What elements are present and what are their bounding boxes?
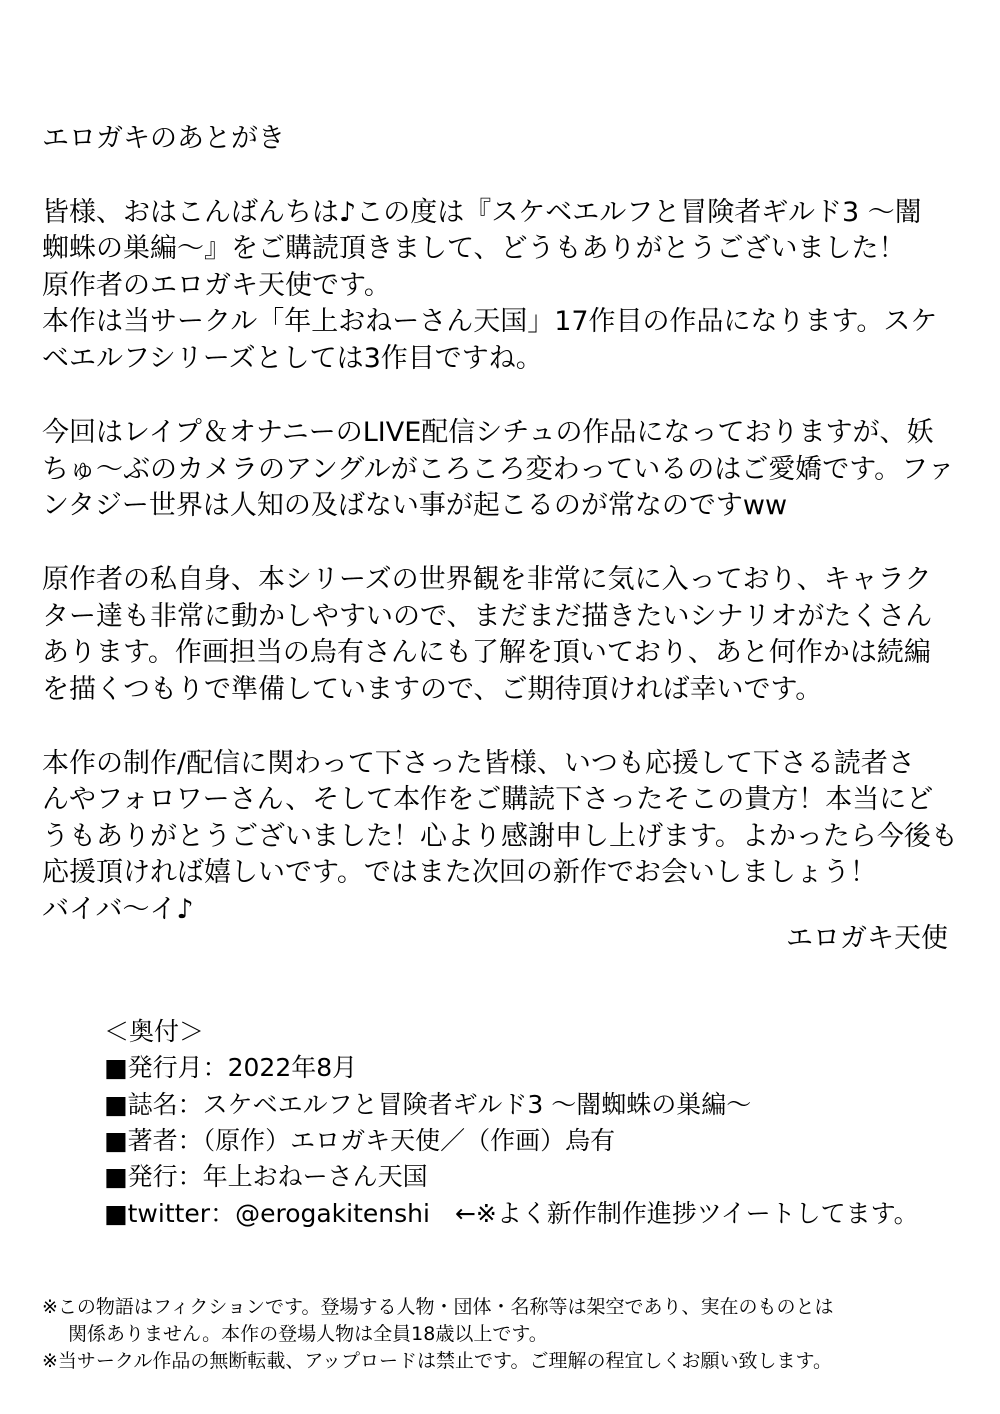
signature: エロガキ天使 [786, 923, 948, 954]
colophon-row: ■著者：（原作）エロガキ天使／（作画）烏有 [104, 1126, 616, 1155]
paragraph-line: あります。作画担当の烏有さんにも了解を頂いており、あと何作かは続編 [42, 637, 931, 668]
paragraph-line: 原作者のエロガキ天使です。 [42, 270, 391, 301]
paragraph-line: 本作は当サークル「年上おねーさん天国」17作目の作品になります。スケ [42, 306, 938, 337]
colophon-heading: ＜奥付＞ [104, 1017, 205, 1046]
disclaimer-note: ※この物語はフィクションです。登場する人物・団体・名称等は架空であり、実在のものとは [42, 1296, 834, 1318]
colophon-row: ■twitter：@erogakitenshi ←※よく新作制作進捗ツイートしてます。 [104, 1199, 919, 1228]
disclaimer-note: ※当サークル作品の無断転載、アップロードは禁止です。ご理解の程宜しくお願い致します。 [42, 1350, 832, 1372]
paragraph-line: うもありがとうございました！心より感謝申し上げます。よかったら今後も [42, 821, 958, 852]
paragraph-line: ベエルフシリーズとしては3作目ですね。 [42, 343, 543, 374]
colophon-row: ■発行月：2022年8月 [104, 1053, 358, 1082]
paragraph-line: 本作の制作/配信に関わって下さった皆様、いつも応援して下さる読者さ [42, 748, 915, 779]
paragraph-line: ちゅ～ぶのカメラのアングルがころころ変わっているのはご愛嬌です。ファ [42, 454, 955, 485]
afterword-title: エロガキのあとがき [42, 123, 285, 154]
paragraph-line: んやフォロワーさん、そして本作をご購読下さったそこの貴方！本当にど [42, 784, 934, 815]
paragraph-line: を描くつもりで準備していますので、ご期待頂ければ幸いです。 [42, 674, 823, 705]
paragraph-line: 原作者の私自身、本シリーズの世界観を非常に気に入っており、キャラク [42, 564, 932, 595]
paragraph-line: ター達も非常に動かしやすいので、まだまだ描きたいシナリオがたくさん [42, 601, 933, 632]
disclaimer-note: 関係ありません。本作の登場人物は全員18歳以上です。 [68, 1323, 548, 1345]
paragraph-line: ンタジー世界は人知の及ばない事が起こるのが常なのですww [42, 490, 788, 521]
paragraph-line: バイバ～イ♪ [42, 894, 194, 925]
paragraph-line: 応援頂ければ嬉しいです。ではまた次回の新作でお会いしましょう！ [42, 857, 877, 888]
paragraph-line: 蜘蛛の巣編～』をご購読頂きまして、どうもありがとうございました！ [42, 233, 906, 264]
paragraph-line: 皆様、おはこんばんちは♪この度は『スケベエルフと冒険者ギルド3 ～闇 [42, 197, 922, 228]
colophon-row: ■誌名：スケベエルフと冒険者ギルド3 ～闇蜘蛛の巣編～ [104, 1090, 752, 1119]
paragraph-line: 今回はレイプ＆オナニーのLIVE配信シチュの作品になっておりますが、妖 [42, 417, 934, 448]
colophon-row: ■発行：年上おねーさん天国 [104, 1162, 428, 1191]
